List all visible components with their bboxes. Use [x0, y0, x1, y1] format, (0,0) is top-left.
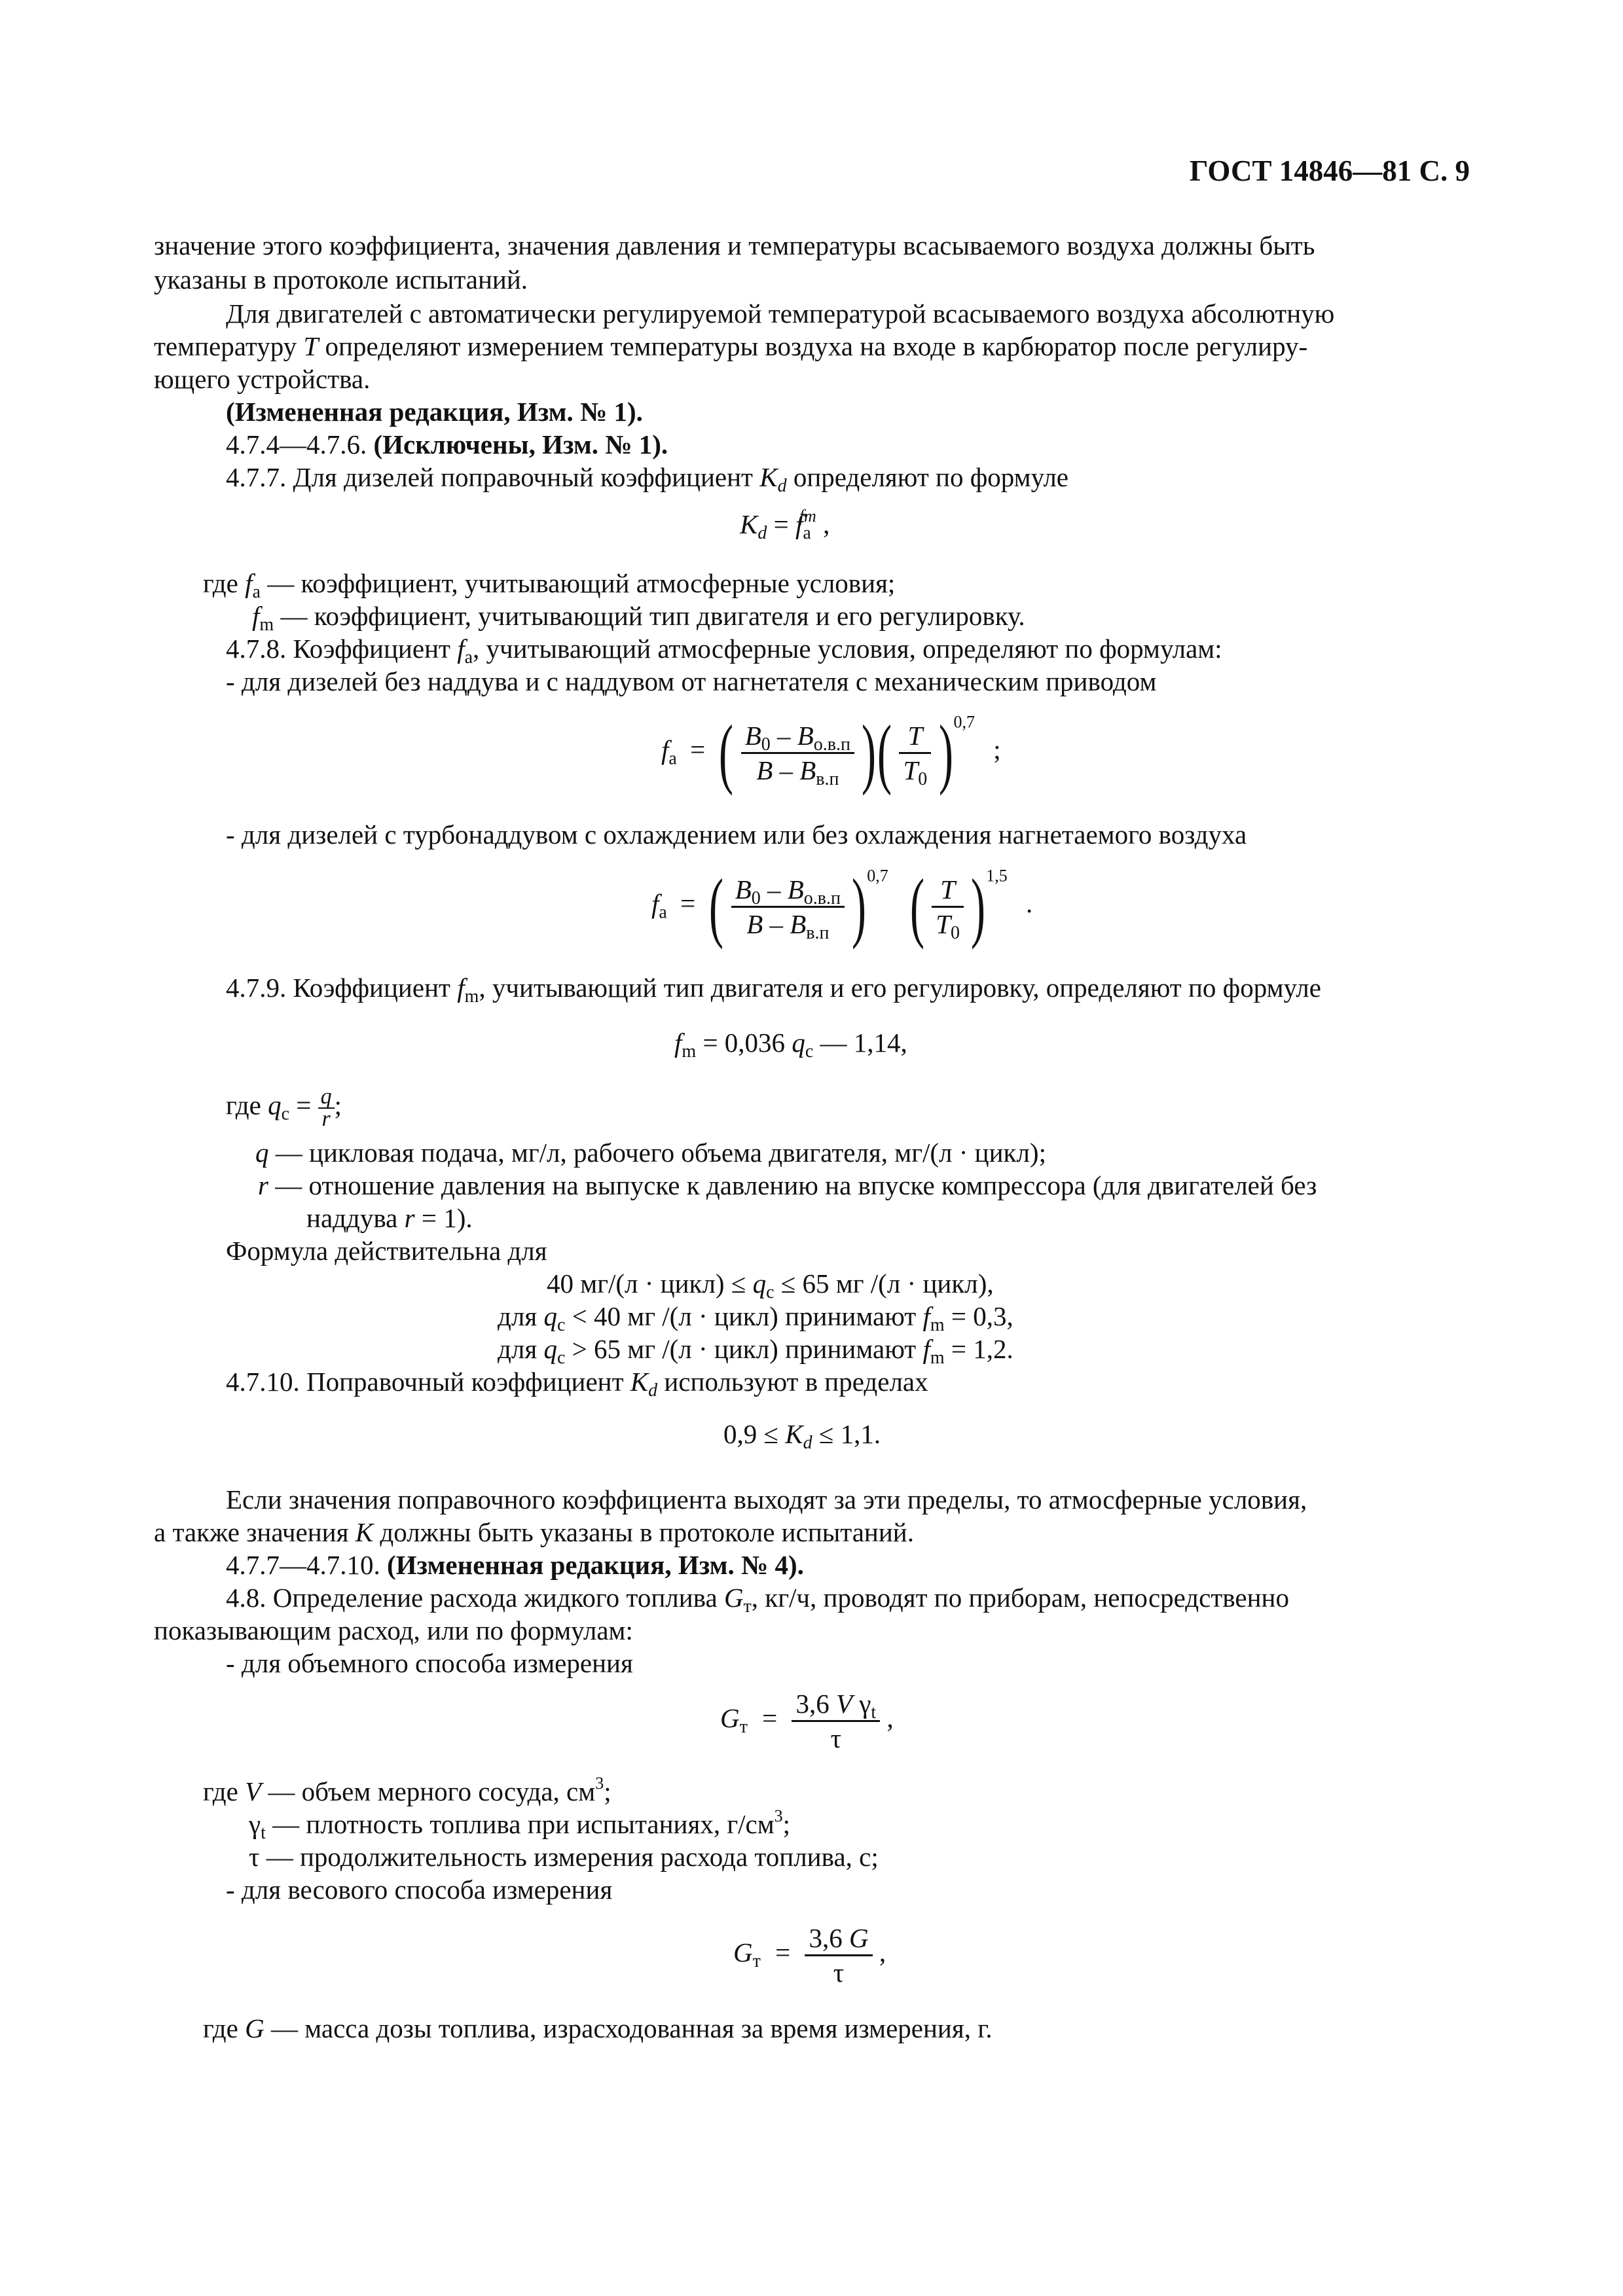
para2-line2: температуру T определяют измерением температуры воздуха на входе в карбюратор после регулиру- [154, 331, 1308, 361]
def-qc: где $q_с$ = $\frac{q}{r}$ ; [226, 1085, 342, 1131]
out-of-range-line2: а также значения K должны быть указаны в протоколе испытаний. [154, 1517, 914, 1547]
fraction-pressure: $\frac{B_0 - B_{о.в.п}}{B - B_{в.п}}$ [741, 719, 854, 787]
fraction-temperature: $\frac{T}{T_0}$ [899, 719, 931, 787]
def-q: q — цикловая подача, мг/л, рабочего объема двигателя, мг/(л · цикл); [255, 1138, 1046, 1168]
formula-gt-weight: $G_т$ = $\frac{3,6 G}{\tau}$ , [733, 1923, 886, 1988]
def-gamma: $\gamma_t$ — плотность топлива при испытаниях, $г/см^3$; [249, 1806, 791, 1843]
validity-high: для $q_c > 65$ мг /(л · цикл) принимают $f_m = 1,2$. [498, 1334, 1013, 1368]
clause-4-7-10: 4.7.10. Поправочный коэффициент $K_d$ используют в пределах [226, 1367, 928, 1401]
formula-fa-1: $f_а$ = ( $\frac{B_0 - B_{о.в.п}}{B - B_{в.п}}$ )( $\frac{T}{T_0}$ )$^{0,7}$ ; [661, 709, 1001, 796]
bullet-turbo: - для дизелей с турбонаддувом с охлаждением или без охлаждения нагнетаемого воздуха [226, 819, 1247, 850]
clause-4-7-7: 4.7.7. Для дизелей поправочный коэффициент $K_d$ определяют по формуле [226, 462, 1068, 496]
validity-title: Формула действительна для [226, 1236, 547, 1266]
clause-4-8-line1: 4.8. Определение расхода жидкого топлива $G_т$, кг/ч, проводят по приборам, непосредственно [226, 1583, 1289, 1617]
validity-low: для $q_c < 40$ мг /(л · цикл) принимают $f_m = 0,3$, [498, 1301, 1013, 1335]
paren-close: ) [862, 709, 877, 796]
para2-line1: Для двигателей с автоматически регулируемой температурой всасываемого воздуха абсолютную [226, 298, 1335, 329]
clause-4-8-line2: показывающим расход, или по формулам: [154, 1615, 633, 1645]
out-of-range-line1: Если значения поправочного коэффициента выходят за эти пределы, то атмосферные условия, [226, 1484, 1307, 1515]
def-r-line2: наддува r = 1). [306, 1203, 473, 1233]
formula-fm: $f_m = 0,036$ $q_c$ — 1,14, [674, 1028, 907, 1062]
formula-gt-volumetric: $G_т$ = $\frac{3,6 V \gamma_t}{\tau}$ , [720, 1689, 894, 1753]
validity-range: 40 мг/(л · цикл) ≤ $q_c \le 65$ мг /(л · цикл), [547, 1268, 994, 1302]
bullet-no-turbo: - для дизелей без наддува и с наддувом от нагнетателя с механическим приводом [226, 666, 1157, 696]
para1-line2: указаны в протоколе испытаний. [154, 264, 528, 295]
bullet-weight: - для весового способа измерения [226, 1874, 613, 1905]
paren-close-2: ) [938, 709, 953, 796]
def-r: r — отношение давления на выпуске к давлению на впуске компрессора (для двигателей без [258, 1170, 1317, 1200]
bullet-volumetric: - для объемного способа измерения [226, 1648, 633, 1678]
paren-open: ( [719, 709, 734, 796]
para1-line1: значение этого коэффициента, значения давления и температуры всасываемого воздуха должны быть [154, 230, 1315, 260]
page-header: ГОСТ 14846—81 С. 9 [1189, 154, 1470, 187]
clause-4-7-8: 4.7.8. Коэффициент $f_а$, учитывающий атмосферные условия, определяют по формулам: [226, 634, 1222, 668]
formula-kd: $K_d = f_a^{fm}$ , [740, 507, 830, 543]
edit-note-4: 4.7.7—4.7.10. (Измененная редакция, Изм. № 4). [226, 1550, 804, 1580]
def-v: где V — объем мерного сосуда, $см^3$; [203, 1774, 611, 1806]
para2-line3: ющего устройства. [154, 364, 371, 394]
def-tau: τ — продолжительность измерения расхода топлива, с; [249, 1842, 879, 1872]
formula-fa-2: $f_а$ = ( $\frac{B_0 - B_{о.в.п}}{B - B_{в.п}}$ )$^{0,7}$ ( $\frac{T}{T_0}$ )$^{1,5}$ . [651, 863, 1033, 950]
formula-kd-range: $0,9 \le K_d \le 1,1$. [723, 1419, 881, 1453]
def-g: где G — масса дозы топлива, израсходованная за время измерения, г. [203, 2013, 993, 2043]
edit-note-1: (Измененная редакция, Изм. № 1). [226, 397, 643, 427]
paren-open-2: ( [877, 709, 892, 796]
def-fm: $f_m$ — коэффициент, учитывающий тип двигателя и его регулировку. [252, 601, 1025, 635]
def-fa: где $f_а$ — коэффициент, учитывающий атмосферные условия; [203, 568, 896, 602]
excluded-clause: 4.7.4—4.7.6. (Исключены, Изм. № 1). [226, 429, 668, 459]
clause-4-7-9: 4.7.9. Коэффициент $f_m$, учитывающий тип двигателя и его регулировку, определяют по формуле [226, 973, 1321, 1007]
